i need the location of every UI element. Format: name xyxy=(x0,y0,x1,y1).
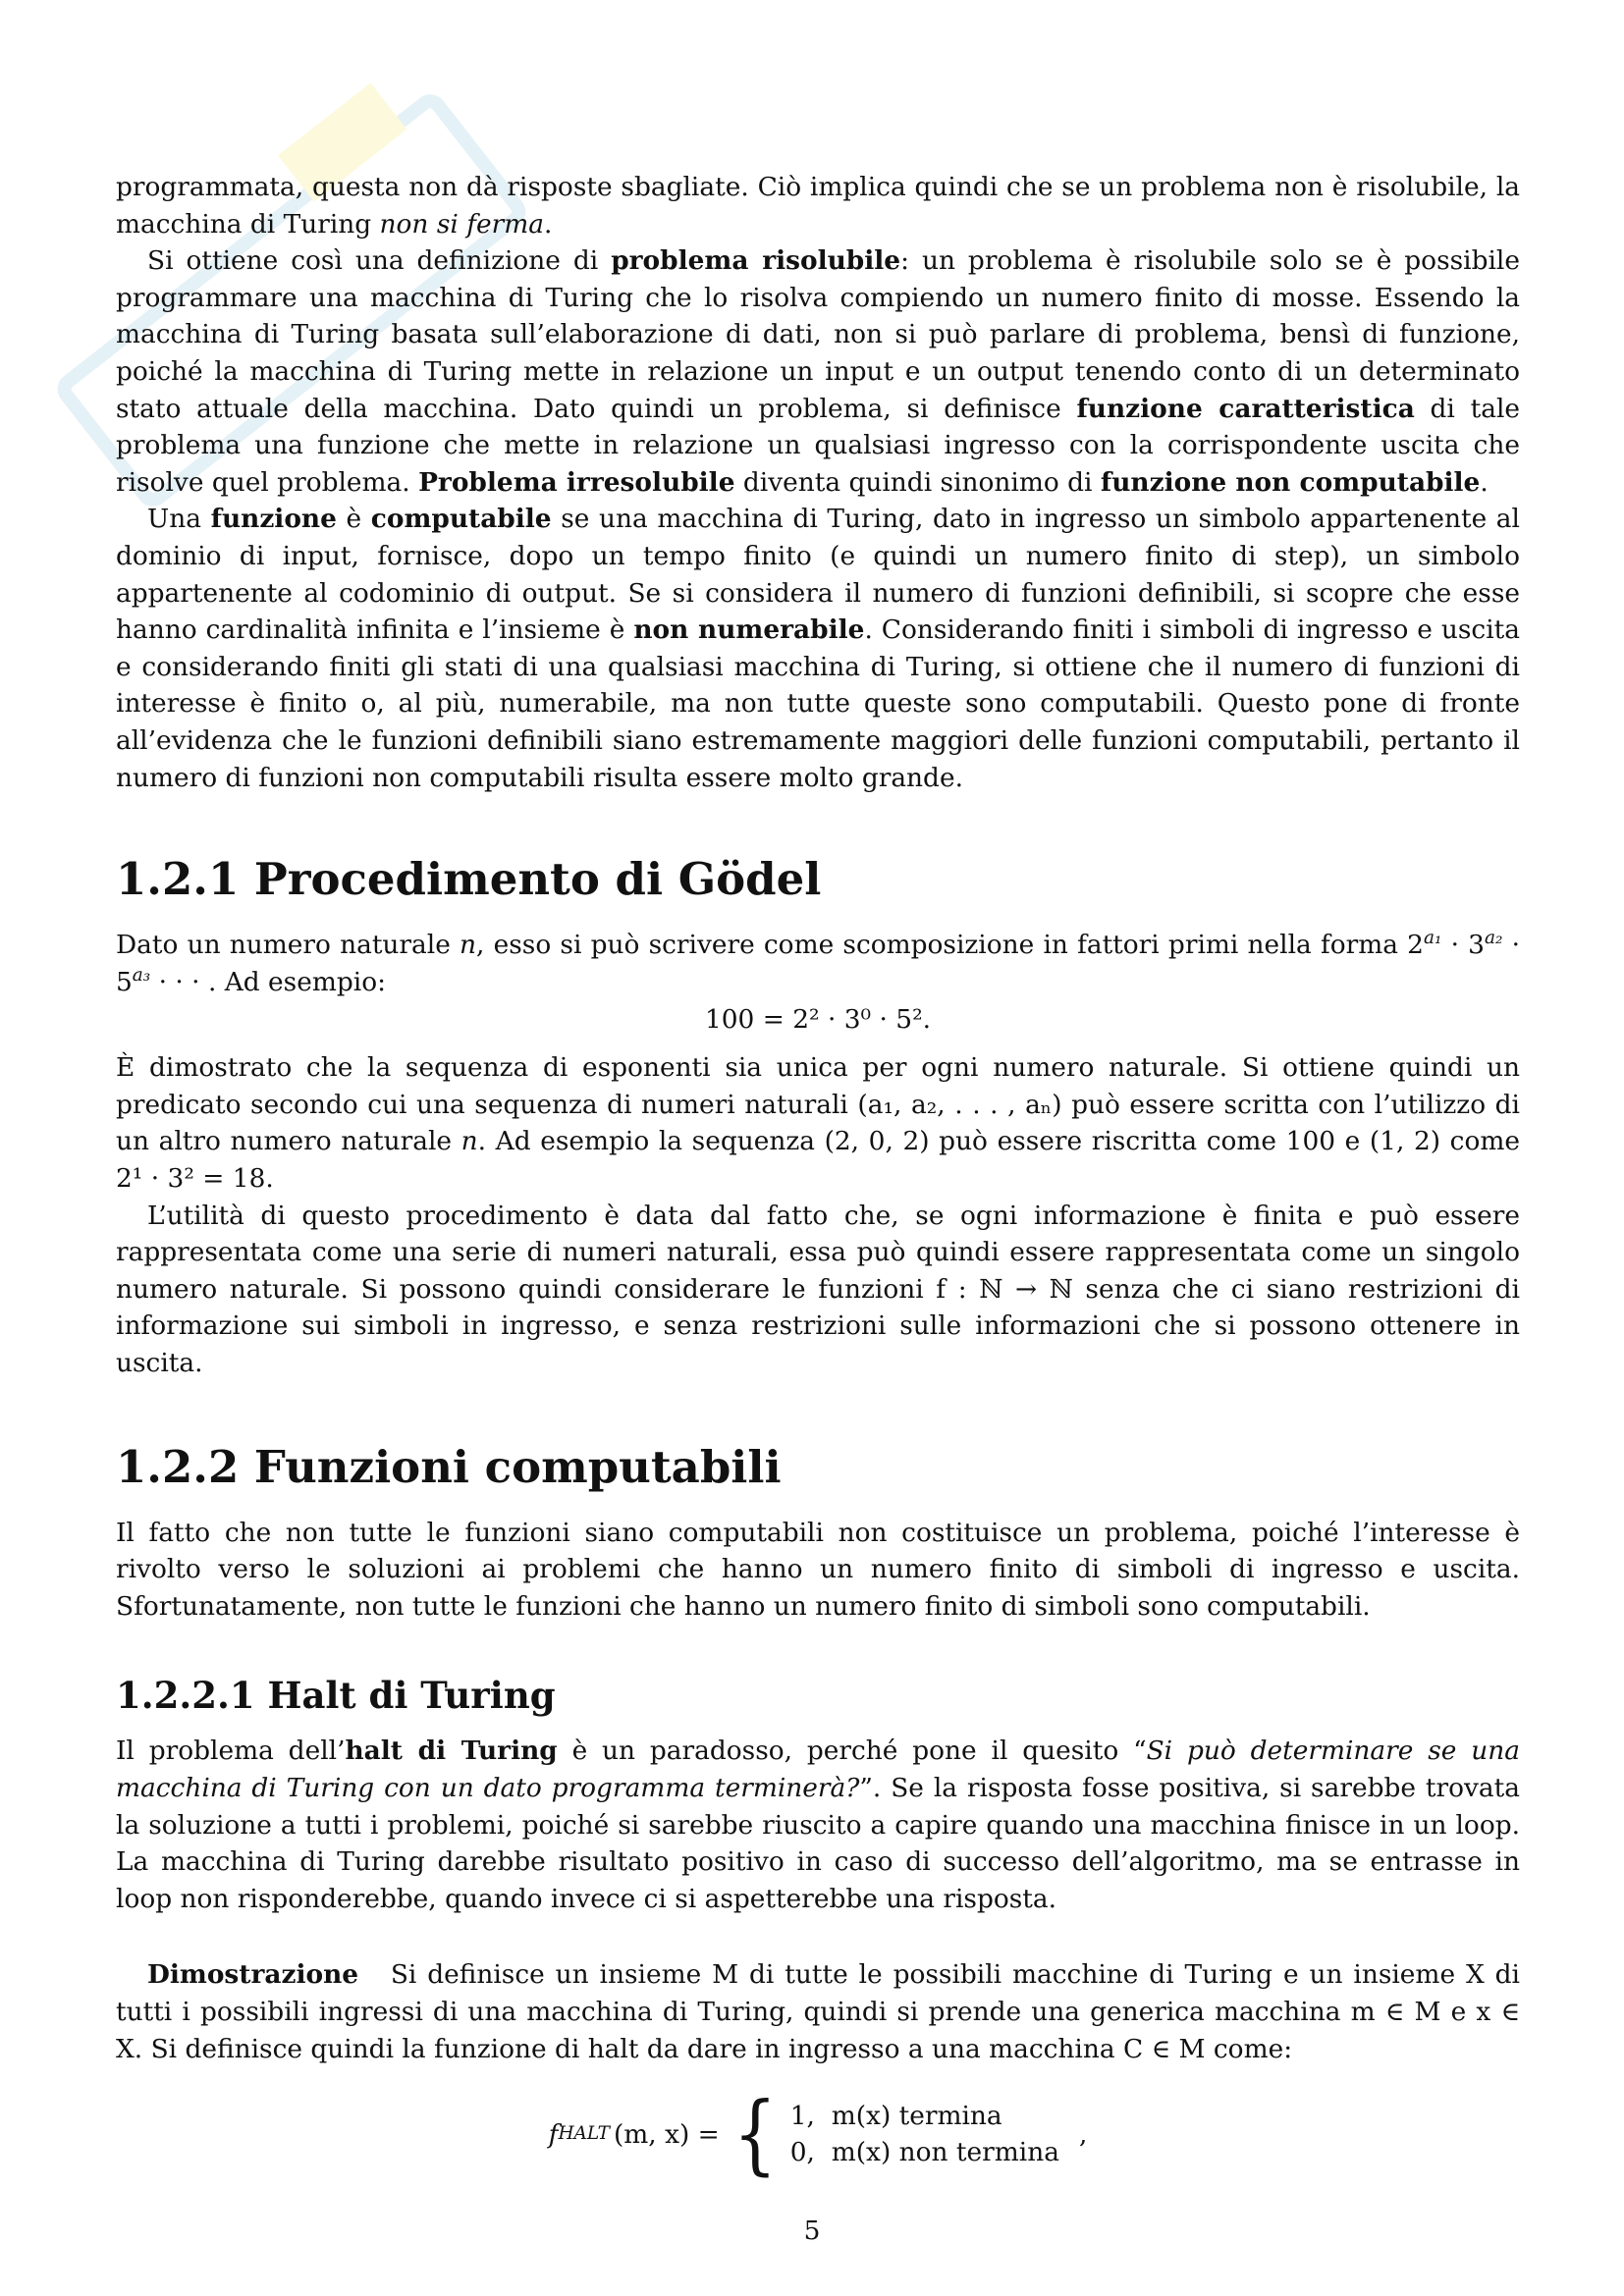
computable-paragraph: Il fatto che non tutte le funzioni siano computabili non costituisce un problema, poiché l’interesse è rivolto verso le soluzioni ai problemi che hanno un numero finito di simboli di ingresso e uscita. Sfortunatamente, non tutte le funzioni che hanno un numero finito di simboli sono computabili. xyxy=(116,1517,1520,1622)
subsection-title-halt: 1.2.2.1 Halt di Turing xyxy=(116,1674,556,1718)
section-title-computable: 1.2.2 Funzioni computabili xyxy=(116,1440,782,1493)
godel-paragraph-1: Dato un numero naturale n, esso si può scrivere come scomposizione in fattori primi nella forma $2^{a_1} \cdot 3^{a_2} \cdot 5^{a_3}$ · · · . Ad esempio: xyxy=(116,928,1520,997)
left-brace: { xyxy=(732,2083,778,2185)
problem-solvable-paragraph: Si ottiene così una definizione di problema risolubile: un problema è risolubile solo se è possibile programmare una macchina di Turing che lo risolva compiendo un numero finito di mosse. Essendo la macchina di Turing basata sull’elaborazione di dati, non si può parlare di problema, bensì di funzione, poiché la macchina di Turing mette in relazione un input e un output tenendo conto di un determinato stato attuale della macchina. Dato quindi un problema, si definisce funzione caratteristica di tale problema una funzione che mette in relazione un qualsiasi ingresso con la corrispondente uscita che risolve quel problema. Problema irresolubile diventa quindi sinonimo di funzione non computabile. xyxy=(116,245,1521,498)
case-1: 1, m(x) termina xyxy=(789,2101,1002,2132)
case-2: 0, m(x) non termina xyxy=(789,2137,1059,2168)
halt-paragraph: Il problema dell’halt di Turing è un paradosso, perché pone il quesito “Si può determinare se una macchina di Turing con un dato programma terminerà?”. Se la risposta fosse positiva, si sarebbe trovata la soluzione a tutti i problemi, poiché si sarebbe riuscito a capire quando una macchina finisce in un loop. La macchina di Turing darebbe risultato positivo in caso di successo dell’algoritmo, ma se entrasse in loop non risponderebbe, quando invece ci si aspetterebbe una risposta. xyxy=(116,1735,1520,1914)
document-body xyxy=(116,169,1521,2185)
proof-label: Dimostrazione xyxy=(147,1959,359,1991)
computable-function-paragraph: Una funzione è computabile se una macchina di Turing, dato in ingresso un simbolo appartenente al dominio di input, fornisce, dopo un tempo finito (e quindi un numero finito di step), un simbolo appartenente al codominio di output. Se si considera il numero di funzioni definibili, si scopre che esse hanno cardinalità infinita e l’insieme è non numerabile. Considerando finiti i simboli di ingresso e uscita e considerando finiti gli stati di una qualsiasi macchina di Turing, si ottiene che il numero di funzioni di interesse è finito o, al più, numerabile, ma non tutte queste sono computabili. Questo pone di fronte all’evidenza che le funzioni definibili siano estremamente maggiori delle funzioni computabili, pertanto il numero di funzioni non computabili risulta essere molto grande. xyxy=(116,504,1520,793)
halt-function-definition: f HALT (m, x) = { 1, m(x) termina 0, m(x) non termina , xyxy=(548,2083,1088,2185)
cases-block xyxy=(790,2098,1059,2170)
godel-equation: 100 = 2² · 3⁰ · 5². xyxy=(704,1004,932,1036)
godel-paragraph-2: È dimostrato che la sequenza di esponenti sia unica per ogni numero naturale. Si ottiene quindi un predicato secondo cui una sequenza di numeri naturali (a₁, a₂, . . . , aₙ) può essere scritta con l’utilizzo di un altro numero naturale n. Ad esempio la sequenza (2, 0, 2) può essere riscritta come 100 e (1, 2) come 2¹ · 3² = 18. xyxy=(116,1052,1520,1195)
proof-paragraph: Dimostrazione Si definisce un insieme M di tutte le possibili macchine di Turing e un insieme X di tutti i possibili ingressi di una macchina di Turing, quindi si prende una generica macchina m ∈ M e x ∈ X. Si definisce quindi la funzione di halt da dare in ingresso a una macchina C ∈ M come: xyxy=(116,1959,1520,2064)
intro-paragraph: programmata, questa non dà risposte sbagliate. Ciò implica quindi che se un problema non è risolubile, la macchina di Turing non si ferma. xyxy=(116,172,1520,240)
section-title-godel: 1.2.1 Procedimento di Gödel xyxy=(116,853,822,906)
godel-paragraph-3: L’utilità di questo procedimento è data dal fatto che, se ogni informazione è finita e può essere rappresentata come una serie di numeri naturali, essa può quindi essere rappresentata come un singolo numero naturale. Si possono quindi considerare le funzioni f : ℕ → ℕ senza che ci siano restrizioni di informazione sui simboli in ingresso, e senza restrizioni sulle informazioni che si possono ottenere in uscita. xyxy=(116,1200,1520,1379)
page-number: 5 xyxy=(803,2216,821,2246)
